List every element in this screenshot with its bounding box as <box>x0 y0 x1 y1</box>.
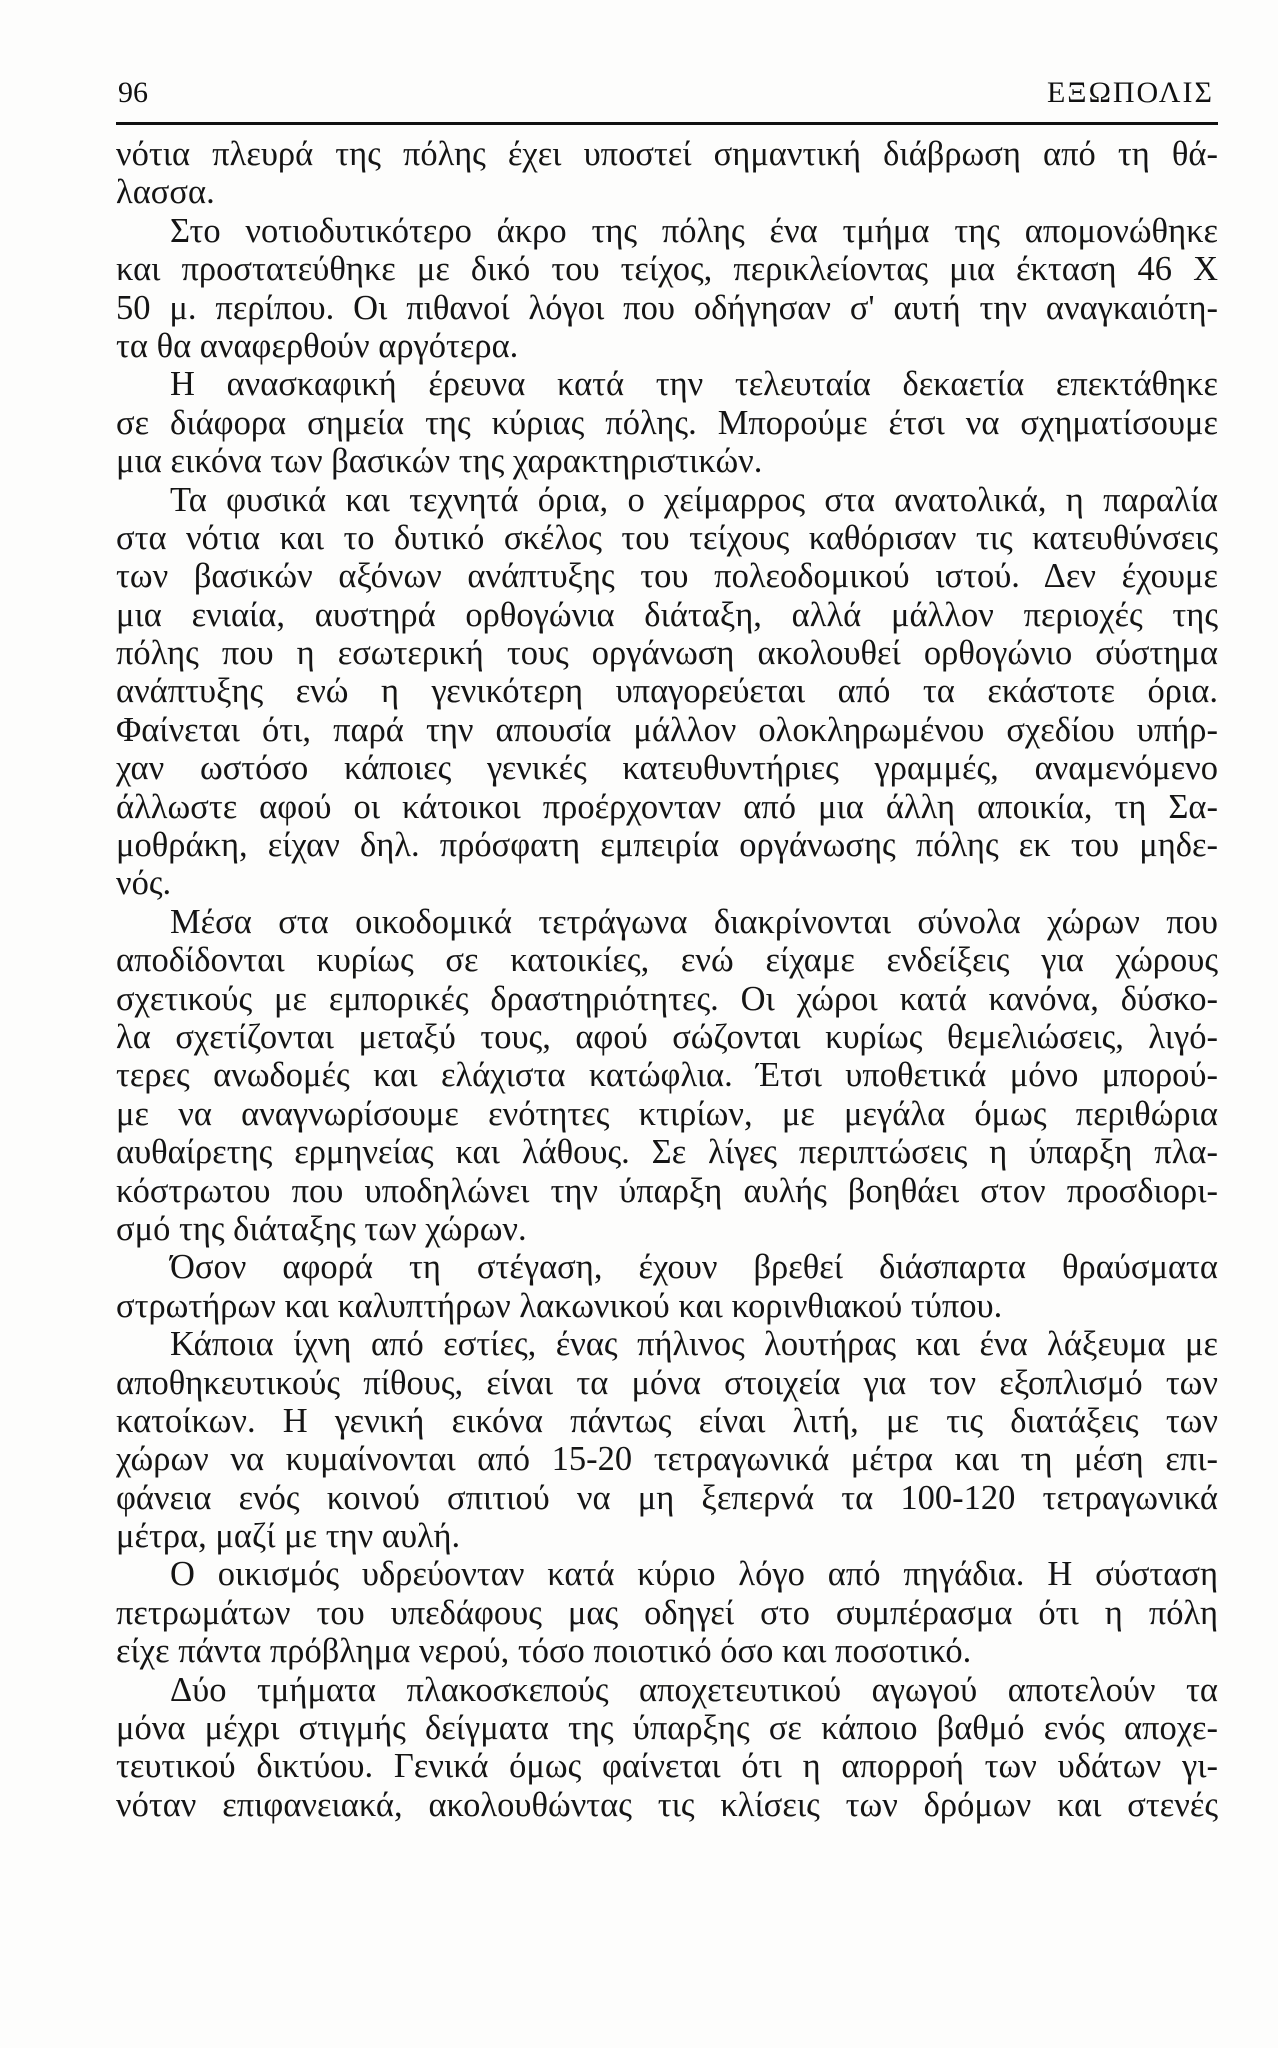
text-line: 50 μ. περίπου. Οι πιθανοί λόγοι που οδήγησαν σ' αυτή την αναγκαιότη- <box>116 288 1218 327</box>
text-line: Κάποια ίχνη από εστίες, ένας πήλινος λουτήρας και ένα λάξευμα με <box>170 1325 1218 1364</box>
text-line: κατοίκων. Η γενική εικόνα πάντως είναι λιτή, με τις διατάξεις των <box>116 1401 1218 1440</box>
text-line: μια εικόνα των βασικών της χαρακτηριστικών. <box>116 442 763 481</box>
text-line: τερες ανωδομές και ελάχιστα κατώφλια. Έτσι υποθετικά μόνο μπορού- <box>116 1056 1218 1095</box>
text-line: μια ενιαία, αυστηρά ορθογώνια διάταξη, αλλά μάλλον περιοχές της <box>116 595 1218 634</box>
page-number: 96 <box>118 76 148 109</box>
text-line: πετρωμάτων του υπεδάφους μας οδηγεί στο συμπέρασμα ότι η πόλη <box>116 1593 1218 1632</box>
text-line: πόλης που η εσωτερική τους οργάνωση ακολουθεί ορθογώνιο σύστημα <box>116 634 1218 673</box>
text-line: μόνα μέχρι στιγμής δείγματα της ύπαρξης σε κάποιο βαθμό ενός αποχε- <box>116 1709 1218 1748</box>
text-line: σχετικούς με εμπορικές δραστηριότητες. Οι χώροι κατά κανόνα, δύσκο- <box>116 979 1218 1018</box>
text-line: Ο οικισμός υδρεύονταν κατά κύριο λόγο από πηγάδια. Η σύσταση <box>170 1555 1218 1594</box>
text-line: στα νότια και το δυτικό σκέλος του τείχους καθόρισαν τις κατευθύνσεις <box>116 518 1218 557</box>
text-line: στρωτήρων και καλυπτήρων λακωνικού και κορινθιακού τύπου. <box>116 1286 1003 1325</box>
text-line: φάνεια ενός κοινού σπιτιού να μη ξεπερνά τα 100-120 τετραγωνικά <box>116 1478 1218 1517</box>
text-line: Στο νοτιοδυτικότερο άκρο της πόλης ένα τμήμα της απομονώθηκε <box>170 211 1218 250</box>
text-line: χαν ωστόσο κάποιες γενικές κατευθυντήριες γραμμές, αναμενόμενο <box>116 749 1218 788</box>
text-line: Φαίνεται ότι, παρά την απουσία μάλλον ολοκληρωμένου σχεδίου υπήρ- <box>116 710 1218 749</box>
text-line: μοθράκη, είχαν δηλ. πρόσφατη εμπειρία οργάνωσης πόλης εκ του μηδε- <box>116 826 1218 865</box>
text-line: νόταν επιφανειακά, ακολουθώντας τις κλίσεις των δρόμων και στενές <box>116 1785 1218 1824</box>
text-line: είχε πάντα πρόβλημα νερού, τόσο ποιοτικό όσο και ποσοτικό. <box>116 1632 972 1671</box>
text-line: τα θα αναφερθούν αργότερα. <box>116 326 519 365</box>
text-line: λα σχετίζονται μεταξύ τους, αφού σώζονται κυρίως θεμελιώσεις, λιγό- <box>116 1017 1218 1056</box>
text-line: Η ανασκαφική έρευνα κατά την τελευταία δεκαετία επεκτάθηκε <box>170 365 1218 404</box>
text-line: Τα φυσικά και τεχνητά όρια, ο χείμαρρος στα ανατολικά, η παραλία <box>170 480 1218 519</box>
text-line: αυθαίρετης ερμηνείας και λάθους. Σε λίγες περιπτώσεις η ύπαρξη πλα- <box>116 1133 1218 1172</box>
text-line: κόστρωτου που υποδηλώνει την ύπαρξη αυλής βοηθάει στον προσδιορι- <box>116 1171 1218 1210</box>
text-line: των βασικών αξόνων ανάπτυξης του πολεοδομικού ιστού. Δεν έχουμε <box>116 557 1218 596</box>
text-line: και προστατεύθηκε με δικό του τείχος, περικλείοντας μια έκταση 46 Χ <box>116 250 1218 289</box>
running-title: ΕΞΩΠΟΛΙΣ <box>1046 76 1214 109</box>
text-line: Δύο τμήματα πλακοσκεπούς αποχετευτικού αγωγού αποτελούν τα <box>170 1670 1218 1709</box>
page-header <box>116 70 1218 125</box>
text-line: τευτικού δικτύου. Γενικά όμως φαίνεται ότι η απορροή των υδάτων γι- <box>116 1747 1218 1786</box>
text-line: Μέσα στα οικοδομικά τετράγωνα διακρίνονται σύνολα χώρων που <box>170 902 1218 941</box>
text-line: σε διάφορα σημεία της κύριας πόλης. Μπορούμε έτσι να σχηματίσουμε <box>116 403 1218 442</box>
text-line: νότια πλευρά της πόλης έχει υποστεί σημαντική διάβρωση από τη θά- <box>116 135 1218 173</box>
text-line: αποδίδονται κυρίως σε κατοικίες, ενώ είχαμε ενδείξεις για χώρους <box>116 941 1218 980</box>
body-text <box>116 135 1218 1824</box>
text-line: νός. <box>116 864 172 903</box>
text-line: ανάπτυξης ενώ η γενικότερη υπαγορεύεται από τα εκάστοτε όρια. <box>116 672 1218 711</box>
text-line: σμό της διάταξης των χώρων. <box>116 1209 527 1248</box>
text-line: με να αναγνωρίσουμε ενότητες κτιρίων, με μεγάλα όμως περιθώρια <box>116 1094 1218 1133</box>
text-line: λασσα. <box>116 173 215 212</box>
text-line: Όσον αφορά τη στέγαση, έχουν βρεθεί διάσπαρτα θραύσματα <box>170 1248 1218 1287</box>
text-line: άλλωστε αφού οι κάτοικοι προέρχονταν από μια άλλη αποικία, τη Σα- <box>116 787 1218 826</box>
text-line: αποθηκευτικούς πίθους, είναι τα μόνα στοιχεία για τον εξοπλισμό των <box>116 1363 1218 1402</box>
text-line: χώρων να κυμαίνονται από 15-20 τετραγωνικά μέτρα και τη μέση επι- <box>116 1440 1218 1479</box>
text-line: μέτρα, μαζί με την αυλή. <box>116 1517 461 1556</box>
